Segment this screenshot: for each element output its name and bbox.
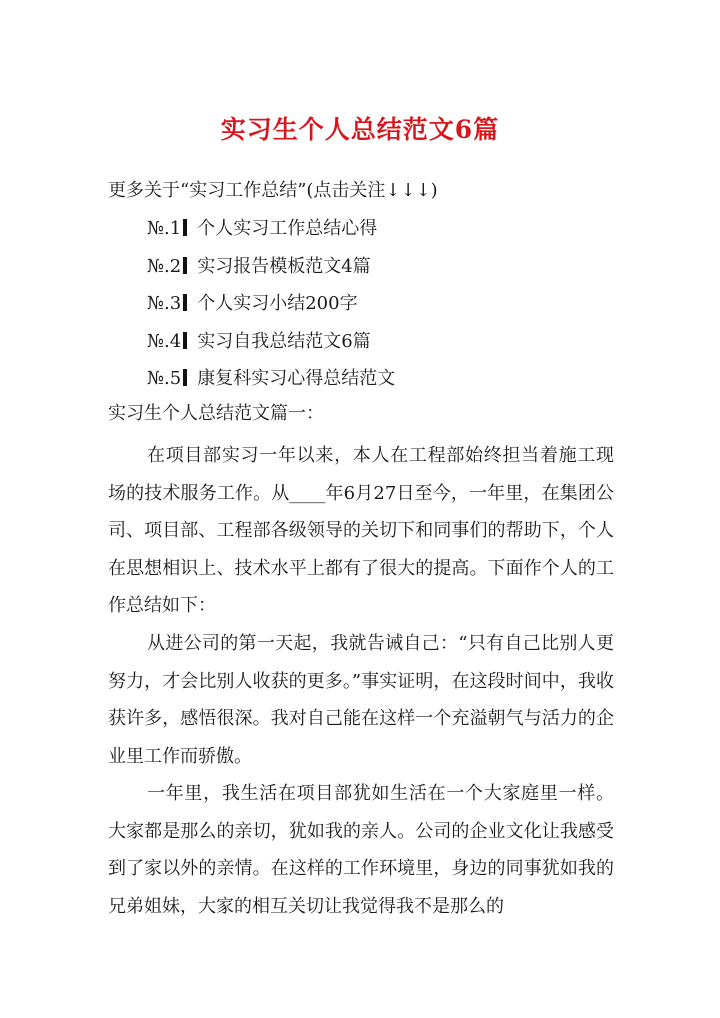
related-list-item[interactable] [147, 289, 358, 319]
related-list-item[interactable] [147, 364, 395, 394]
related-item-link[interactable]: 实习自我总结范文6篇 [197, 331, 371, 352]
bar-marker-icon [183, 369, 187, 386]
bar-marker-icon [183, 257, 187, 274]
body-paragraph: 一年里，我生活在项目部犹如生活在一个大家庭里一样。大家都是那么的亲切，犹如我的亲人。公司的企业文化让我感受到了家以外的亲情。在这样的工作环境里，身边的同事犹如我的兄弟姐妹，大家的相互关切让我觉得我不是那么的 [108, 783, 614, 917]
related-list-item[interactable] [147, 252, 371, 282]
section-heading: 实习生个人总结范文篇一： [108, 403, 324, 424]
bar-marker-icon [183, 332, 187, 349]
related-item-number: №.1 [147, 218, 182, 239]
related-item-number: №.5 [147, 368, 182, 389]
related-list-item[interactable] [147, 214, 377, 244]
document-title: 实习生个人总结范文6篇 [220, 115, 500, 144]
related-item-link[interactable]: 实习报告模板范文4篇 [197, 256, 371, 277]
related-intro-text: 更多关于“实习工作总结”(点击关注↓↓↓) [108, 180, 438, 201]
body-paragraph: 在项目部实习一年以来，本人在工程部始终担当着施工现场的技术服务工作。从____年6月27日至今，一年里，在集团公司、项目部、工程部各级领导的关切下和同事们的帮助下，个人在思想相识上、技术水平上都有了很大的提高。下面作个人的工作总结如下： [108, 445, 614, 616]
related-item-link[interactable]: 康复科实习心得总结范文 [197, 368, 396, 389]
bar-marker-icon [183, 294, 187, 311]
related-list-item[interactable] [147, 327, 371, 357]
related-item-number: №.4 [147, 331, 182, 352]
related-item-link[interactable]: 个人实习小结200字 [197, 293, 358, 314]
related-item-number: №.2 [147, 256, 182, 277]
body-paragraph: 从进公司的第一天起，我就告诫自己：“只有自己比别人更努力，才会比别人收获的更多。”事实证明，在这段时间中，我收获许多，感悟很深。我对自己能在这样一个充溢朝气与活力的企业里工作而骄傲。 [108, 633, 614, 767]
bar-marker-icon [183, 219, 187, 236]
related-item-number: №.3 [147, 293, 182, 314]
related-item-link[interactable]: 个人实习工作总结心得 [197, 218, 378, 239]
